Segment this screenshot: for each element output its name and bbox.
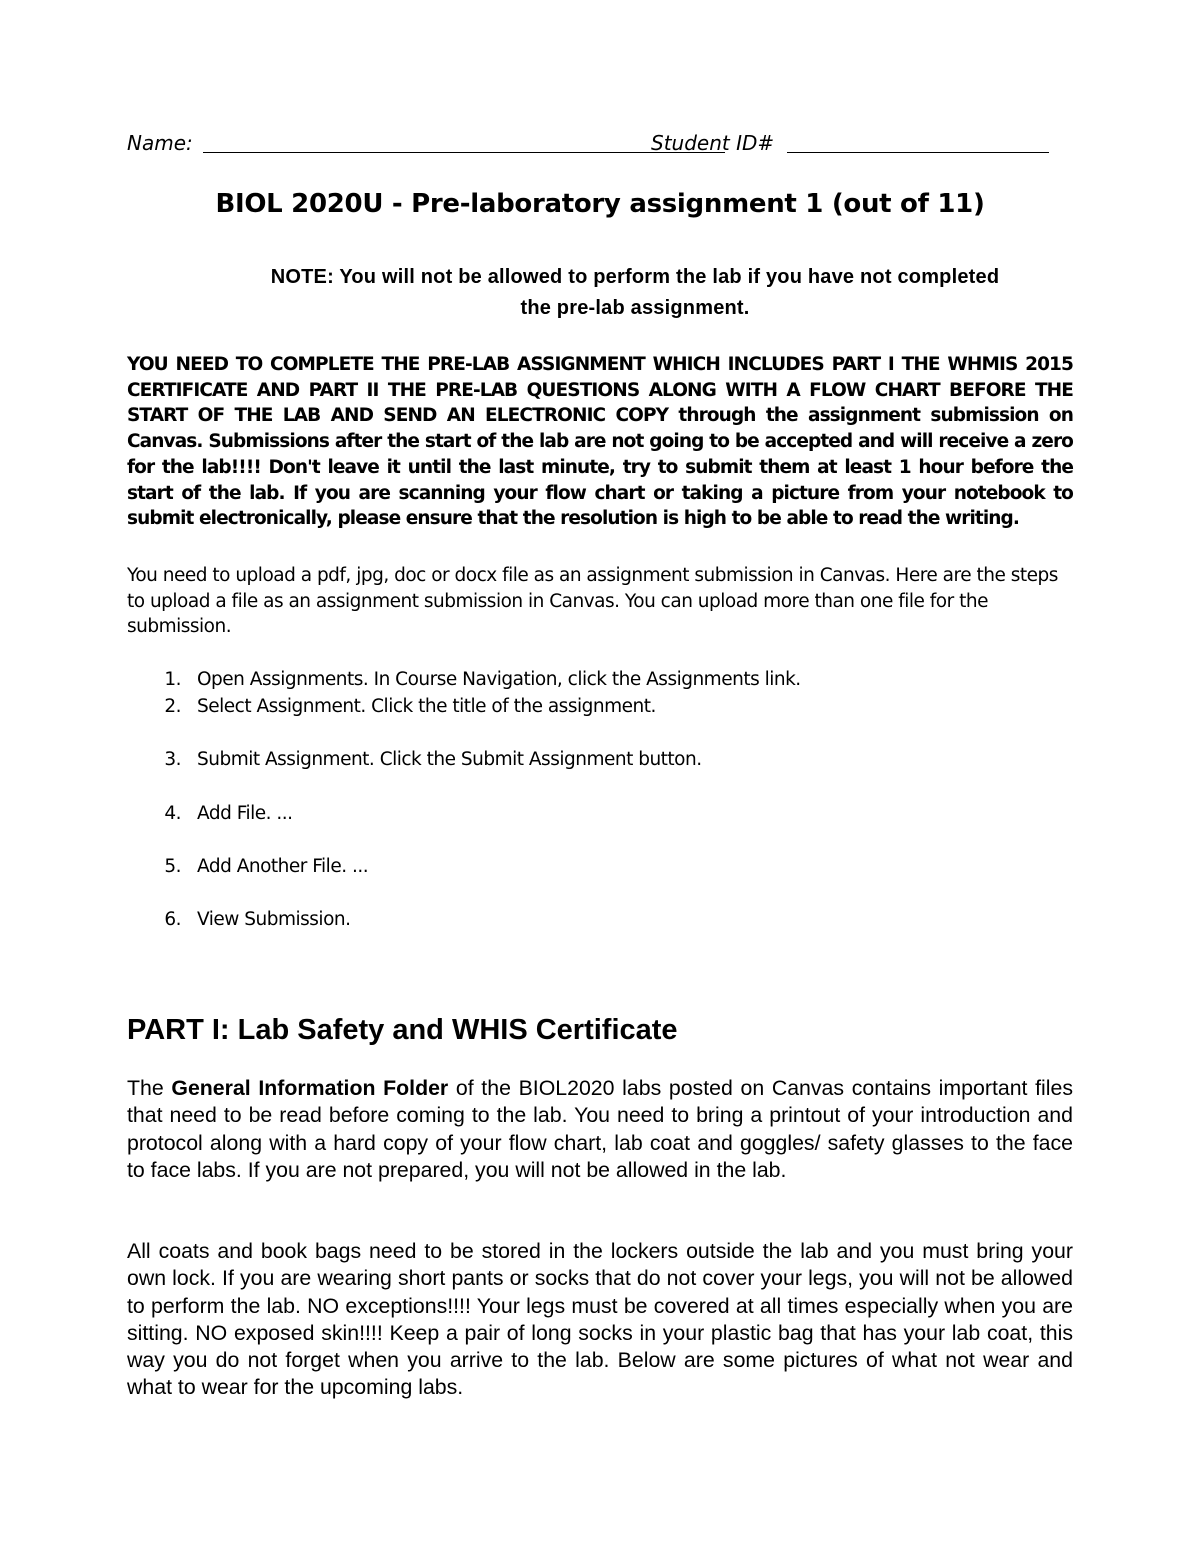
- student-id-label: Student ID#: [651, 131, 775, 155]
- part-1-heading: PART I: Lab Safety and WHIS Certificate: [127, 1014, 678, 1046]
- document-title: BIOL 2020U - Pre-laboratory assignment 1 (out of 11): [215, 189, 985, 219]
- note-line-1: NOTE: You will not be allowed to perform the lab if you have not completed: [270, 266, 1000, 288]
- list-item: [127, 853, 1027, 880]
- note-line-2: the pre-lab assignment.: [520, 297, 750, 319]
- name-blank-line: [203, 152, 725, 153]
- list-item: [127, 693, 1027, 720]
- para1-intro: The: [127, 1076, 172, 1100]
- name-label: Name:: [127, 131, 193, 155]
- student-id-blank-line: [787, 152, 1049, 153]
- step-text: Add File. ...: [197, 803, 293, 824]
- dress-code-paragraph: All coats and book bags need to be stored in the lockers outside the lab and you must bring your own lock. If you are wearing short pants or socks that do not cover your legs, you will not be allowed to perform the lab. NO exceptions!!!! Your legs must be covered at all times especially when you are sitting. NO exposed skin!!!! Keep a pair of long socks in your plastic bag that has your lab coat, this way you do not forget when you arrive to the lab. Below are some pictures of what not wear and what to wear for the upcoming labs.: [127, 1239, 1073, 1400]
- step-number: 1.: [164, 669, 181, 690]
- step-number: 6.: [164, 909, 181, 930]
- step-number: 3.: [164, 749, 181, 770]
- upload-instructions: You need to upload a pdf, jpg, doc or docx file as an assignment submission in Canvas. Here are the steps to upload a file as an assignment submission in Canvas. You can upload more than one file for the submission.: [127, 565, 1058, 637]
- list-item: [127, 800, 1027, 827]
- list-item: [127, 746, 1027, 773]
- prelab-note: [170, 262, 1100, 324]
- step-text: Select Assignment. Click the title of the assignment.: [197, 696, 656, 717]
- step-number: 4.: [164, 803, 181, 824]
- step-text: View Submission.: [197, 909, 351, 930]
- general-info-paragraph: [127, 1075, 1073, 1184]
- step-text: Open Assignments. In Course Navigation, click the Assignments link.: [197, 669, 801, 690]
- step-number: 5.: [164, 856, 181, 877]
- general-information-folder-text: General Information Folder: [171, 1076, 449, 1100]
- list-item: [127, 906, 1027, 933]
- submission-warning: YOU NEED TO COMPLETE THE PRE-LAB ASSIGNMENT WHICH INCLUDES PART I THE WHMIS 2015 CERTIFICATE AND PART II THE PRE-LAB QUESTIONS ALONG WITH A FLOW CHART BEFORE THE START OF THE LAB AND SEND AN ELECTRONIC COPY through the assignment submission on Canvas. Submissions after the start of the lab are not going to be accepted and will receive a zero for the lab!!!! Don't leave it until the last minute, try to submit them at least 1 hour before the start of the lab. If you are scanning your flow chart or taking a picture from your notebook to submit electronically, please ensure that the resolution is high to be able to read the writing.: [127, 354, 1073, 530]
- step-text: Add Another File. ...: [197, 856, 369, 877]
- step-text: Submit Assignment. Click the Submit Assignment button.: [197, 749, 702, 770]
- step-number: 2.: [164, 696, 181, 717]
- list-item: [127, 666, 1027, 693]
- para1-body: of the BIOL2020 labs posted on Canvas contains important files that need to be read before coming to the lab. You need to bring a printout of your introduction and protocol along with a hard copy of your flow chart, lab coat and goggles/ safety glasses to the face to face labs. If you are not prepared, you will not be allowed in the lab.: [127, 1076, 1073, 1182]
